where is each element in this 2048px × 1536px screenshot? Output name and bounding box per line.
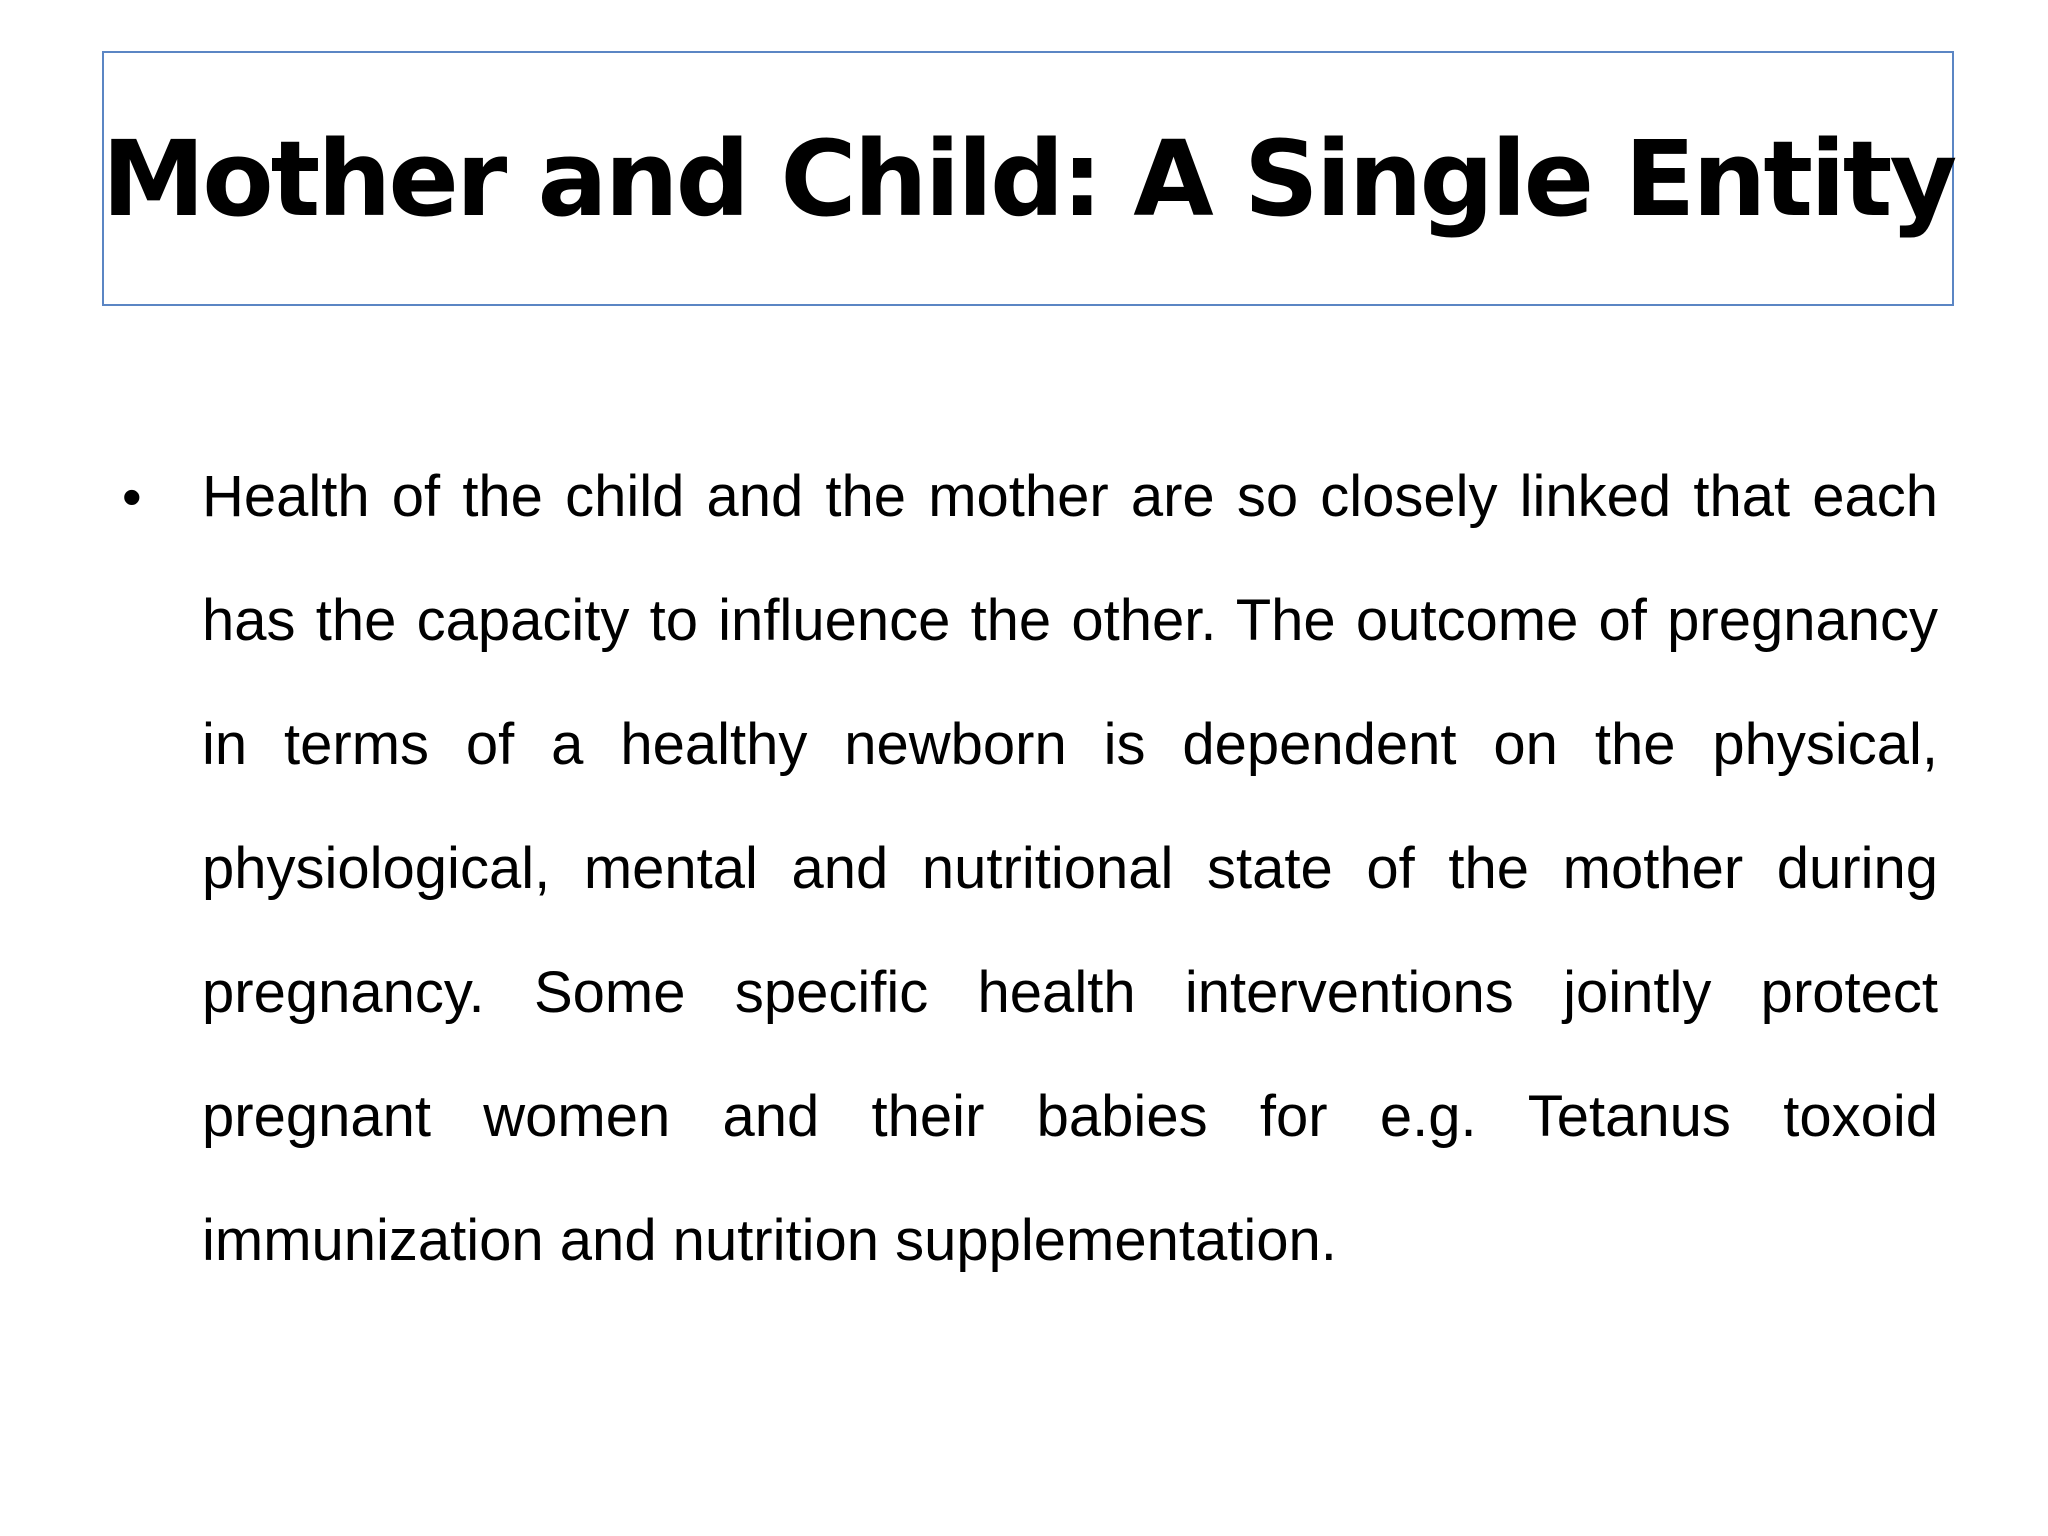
bullet-text: Health of the child and the mother are so closely linked that each has the capacity to influence the other. The outcome of pregnancy in terms of a healthy newborn is dependent on the physical, physiological, mental and nutritional state of the mother during pregnancy. Some specific health interventions jointly protect pregnant women and their babies for e.g. Tetanus toxoid immunization and nutrition supplementation. <box>202 464 1938 1273</box>
bullet-item <box>118 435 1938 1303</box>
slide-body <box>118 435 1938 1303</box>
bullet-marker: • <box>122 465 142 528</box>
slide-title: Mother and Child: A Single Entity <box>101 117 1955 240</box>
title-box <box>102 51 1954 306</box>
